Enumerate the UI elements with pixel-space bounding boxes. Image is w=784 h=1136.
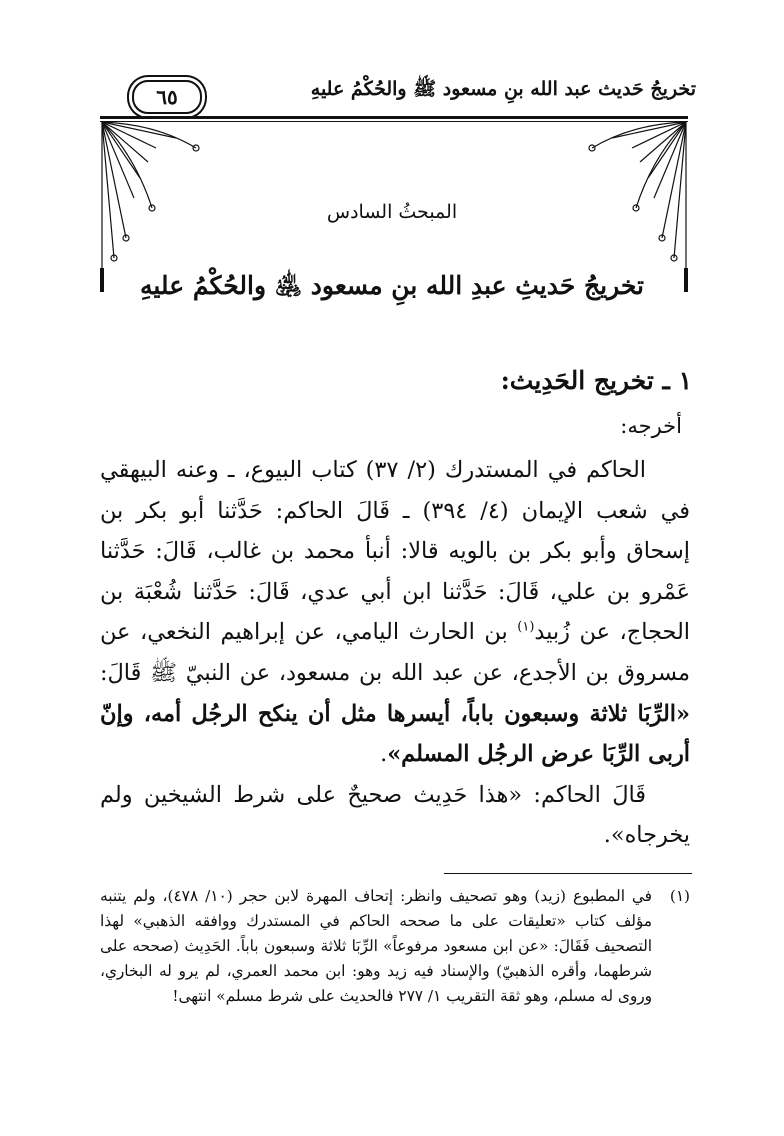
paragraph-1-text-b: بن الحارث اليامي، عن إبراهيم النخعي، عن مسروق بن الأجدع، عن عبد الله بن مسعود، عن النبيّ ﷺ قَالَ:: [100, 619, 690, 686]
paragraph-1-end: .: [380, 741, 388, 768]
page-number: ٦٥: [132, 80, 202, 114]
hadith-quote: «الرِّبَا ثلاثة وسبعون باباً، أيسرها مثل أن ينكح الرجُل أمه، وإنّ أربى الرِّبَا عرض الرجُل المسلم»: [100, 700, 690, 768]
main-text: [100, 450, 690, 856]
footnote-text: في المطبوع (زيد) وهو تصحيف وانظر: إتحاف المهرة لابن حجر (١٠/ ٤٧٨)، ولم يتنبه مؤلف كتاب «تعليقات على ما صححه الحاكم في المستدرك ووافقه الذهبي» لهذا التصحيف فَقَالَ: «عن ابن مسعود مرفوعاً» الرِّبَا ثلاثة وسبعون باباً. الحَدِيث (صححه على شرطهما، وأقره الذهبيّ) والإسناد فيه زيد وهو: ابن محمد العمري، لم يرو له البخاري، وروى له مسلم، وهو ثقة التقريب ١/ ٢٧٧ فالحديث على شرط مسلم» انتهى!: [100, 887, 652, 1005]
running-header-title: تخريجُ حَديث عبد الله بنِ مسعود ﷺ والحُكْمُ عليهِ: [310, 78, 696, 100]
paragraph-1: [100, 450, 690, 775]
footnote-number: (١): [669, 887, 690, 905]
section-title: تخريجُ حَديثِ عبدِ الله بنِ مسعود ﵁ والحُكْمُ عليهِ: [139, 271, 645, 300]
intro-line: أخرجه:: [620, 414, 682, 438]
paragraph-2: قَالَ الحاكم: «هذا حَدِيث صحيحٌ على شرط الشيخين ولم يخرجاه».: [100, 781, 690, 849]
footnote-reference: (١): [517, 619, 535, 635]
footnote-rule: [444, 873, 692, 874]
footnote: [100, 884, 690, 1009]
section-label: المبحثُ السادس: [326, 201, 458, 223]
paragraph-1-text-a: الحاكم في المستدرك (٢/ ٣٧) كتاب البيوع، ـ وعنه البيهقي في شعب الإيمان (٤/ ٣٩٤) ـ قَالَ الحاكم: حَدَّثنا أبو بكر بن إسحاق وأبو بكر بن بالويه قالا: أنبأ محمد بن غالب، قَالَ: حَدَّثنا عَمْرو بن علي، قَالَ: حَدَّثنا ابن أبي عدي، قَالَ: حَدَّثنا شُعْبَة بن الحجاج، عن زُبيد: [100, 457, 690, 646]
subheading: ١ ـ تخريج الحَدِيث:: [500, 366, 692, 395]
